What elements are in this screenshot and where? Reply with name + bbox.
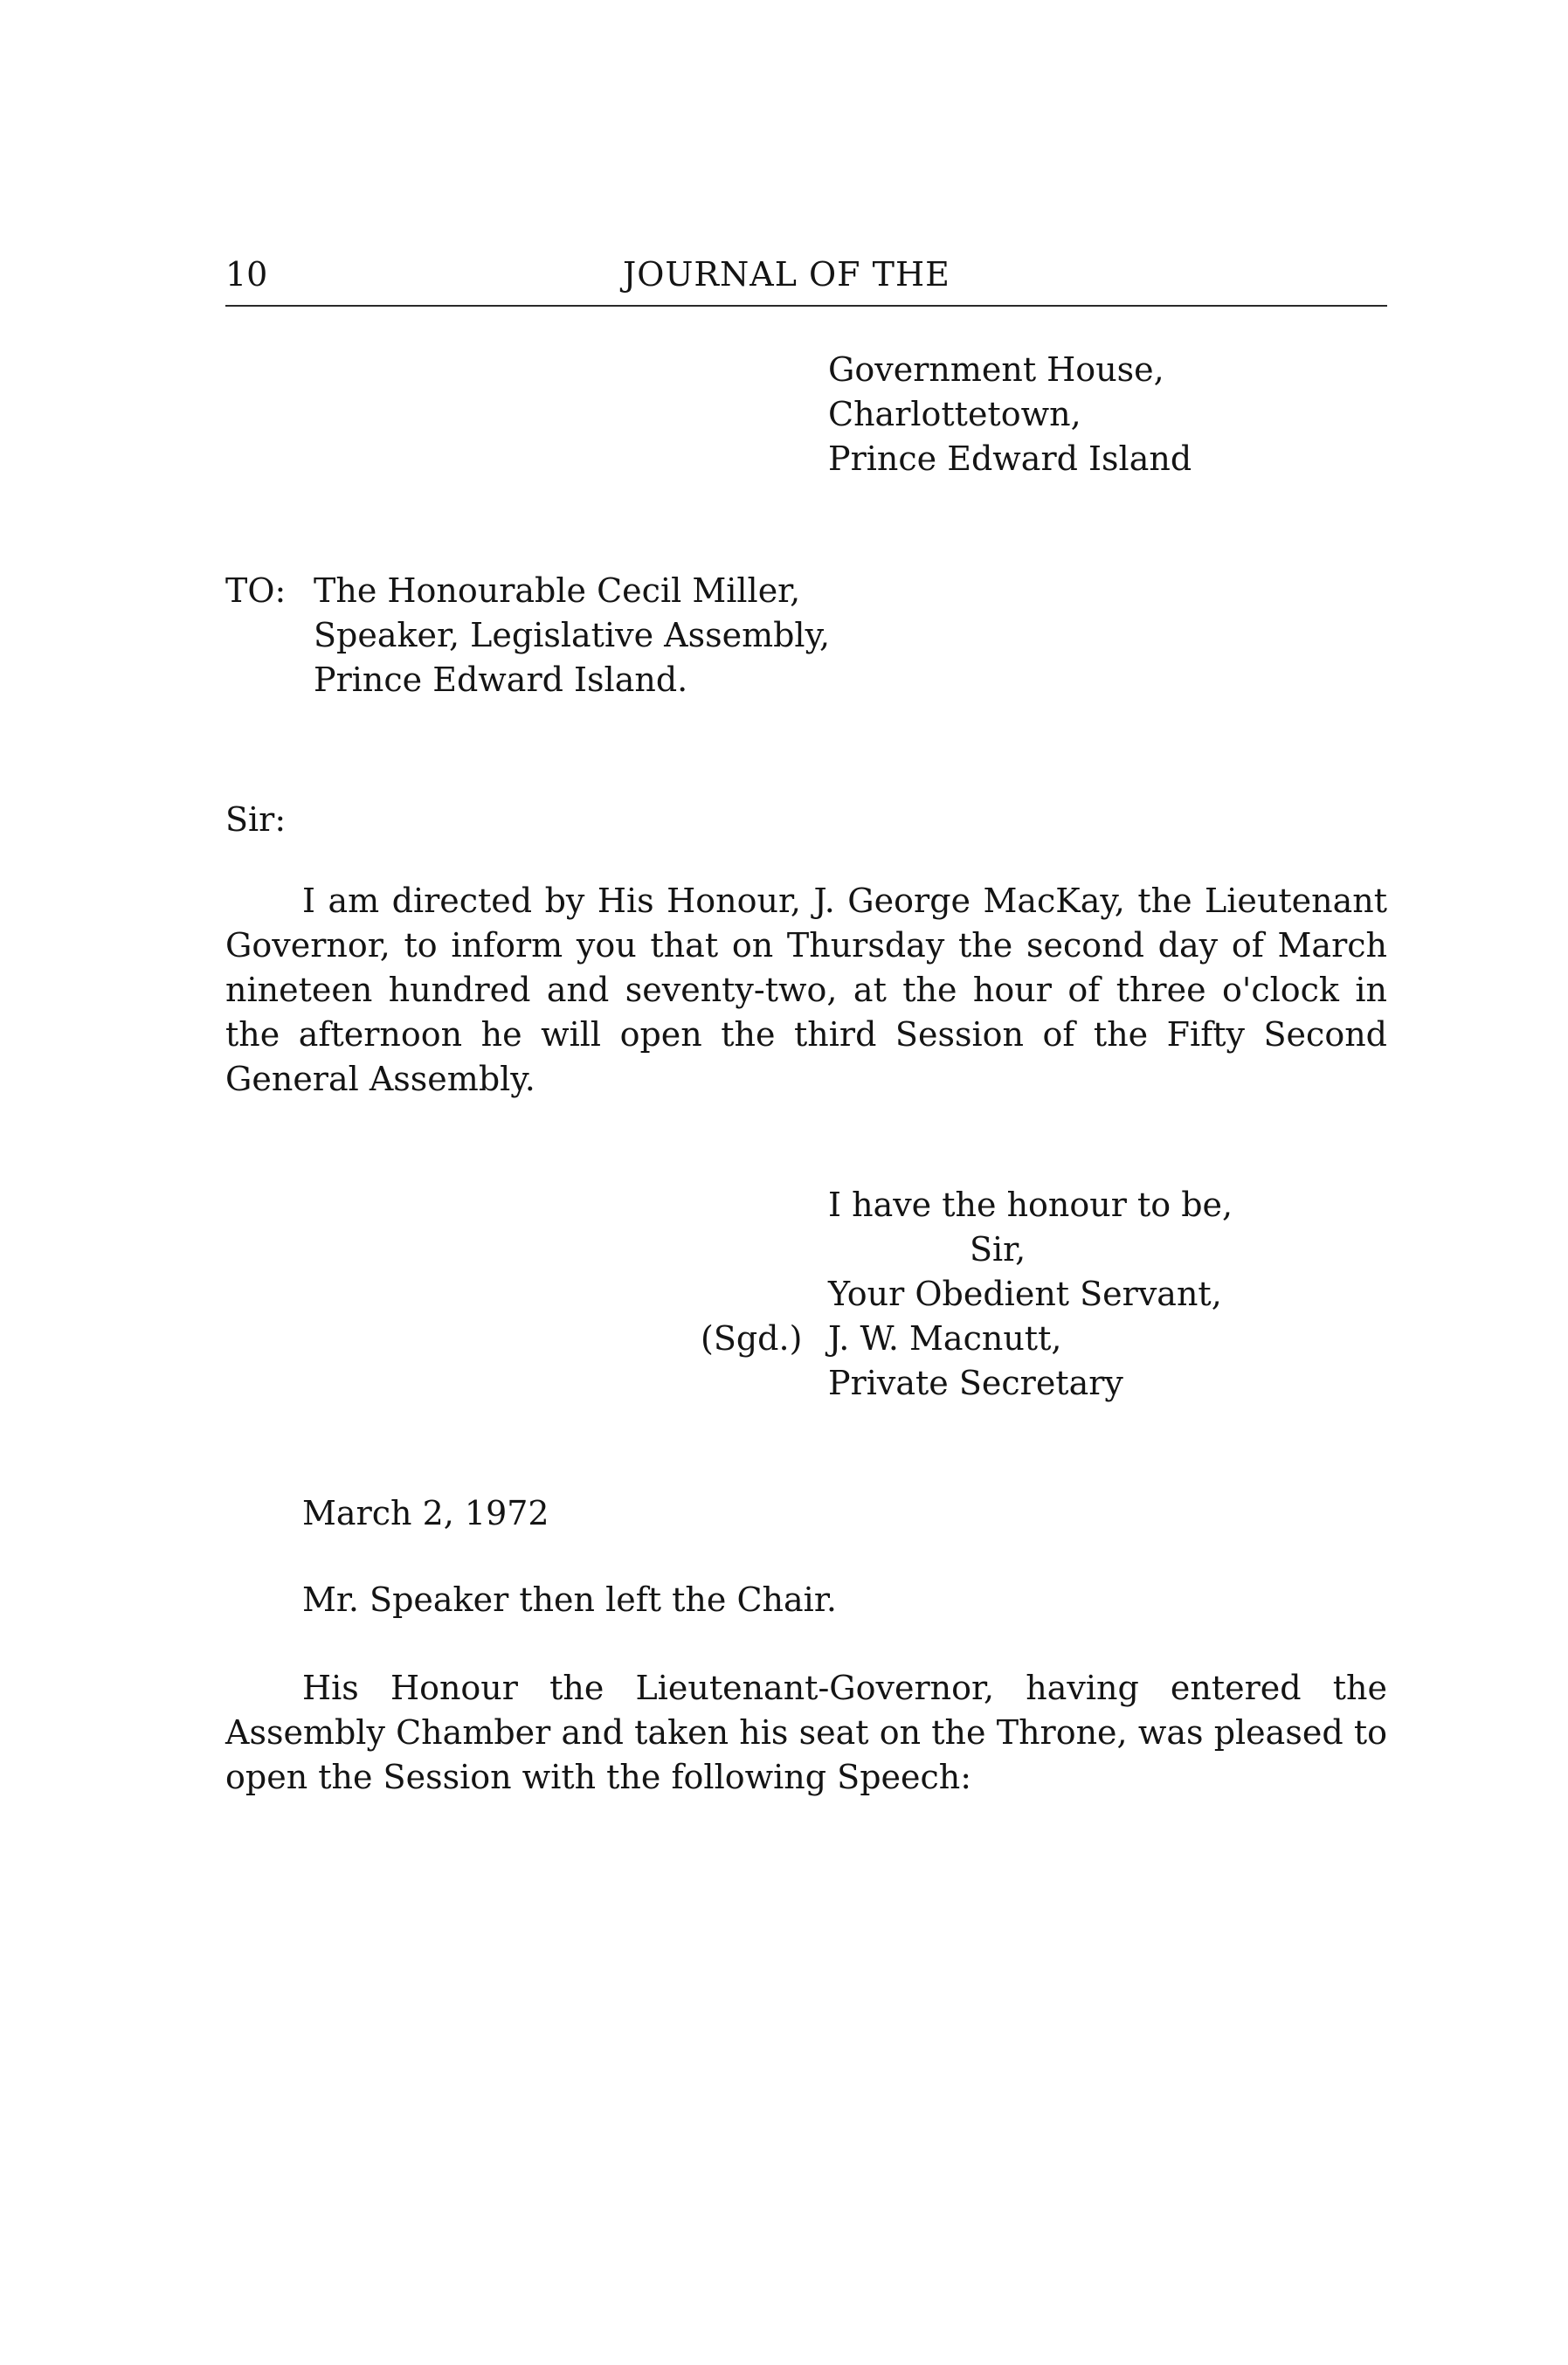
address-line: Charlottetown, <box>828 395 1081 433</box>
signatory-title: Private Secretary <box>828 1364 1123 1402</box>
sender-address <box>828 348 1192 481</box>
recipient-line: Prince Edward Island. <box>314 660 688 699</box>
closing-line: I have the honour to be, <box>828 1186 1233 1224</box>
recipient-label: TO: <box>225 571 287 610</box>
final-paragraph: His Honour the Lieutenant-Governor, having entered the Assembly Chamber and taken his seat on the Throne, was pleased to open the Session with the following Speech: <box>225 1669 1387 1796</box>
speaker-left-chair: Mr. Speaker then left the Chair. <box>302 1580 837 1619</box>
header-rule <box>225 305 1387 307</box>
closing-sir: Sir, <box>970 1230 1026 1269</box>
recipient-line: The Honourable Cecil Miller, <box>314 571 801 610</box>
running-title: JOURNAL OF THE <box>623 255 950 294</box>
signed-label: (Sgd.) <box>701 1319 803 1358</box>
closing-line: Your Obedient Servant, <box>828 1275 1222 1313</box>
recipient-line: Speaker, Legislative Assembly, <box>314 616 831 654</box>
recipient-address <box>314 569 830 702</box>
body-paragraph: I am directed by His Honour, J. George MacKay, the Lieutenant Governor, to inform you that on Thursday the second day of March nineteen hundred and seventy-two, at the hour of three o'clock in the afternoon he will open the third Session of the Fifty Second General Assembly. <box>225 882 1387 1098</box>
address-line: Government House, <box>828 350 1164 389</box>
salutation: Sir: <box>225 800 287 839</box>
page-number: 10 <box>225 255 268 294</box>
address-line: Prince Edward Island <box>828 439 1192 478</box>
signatory-name: J. W. Macnutt, <box>828 1319 1062 1358</box>
letter-date: March 2, 1972 <box>302 1494 549 1532</box>
